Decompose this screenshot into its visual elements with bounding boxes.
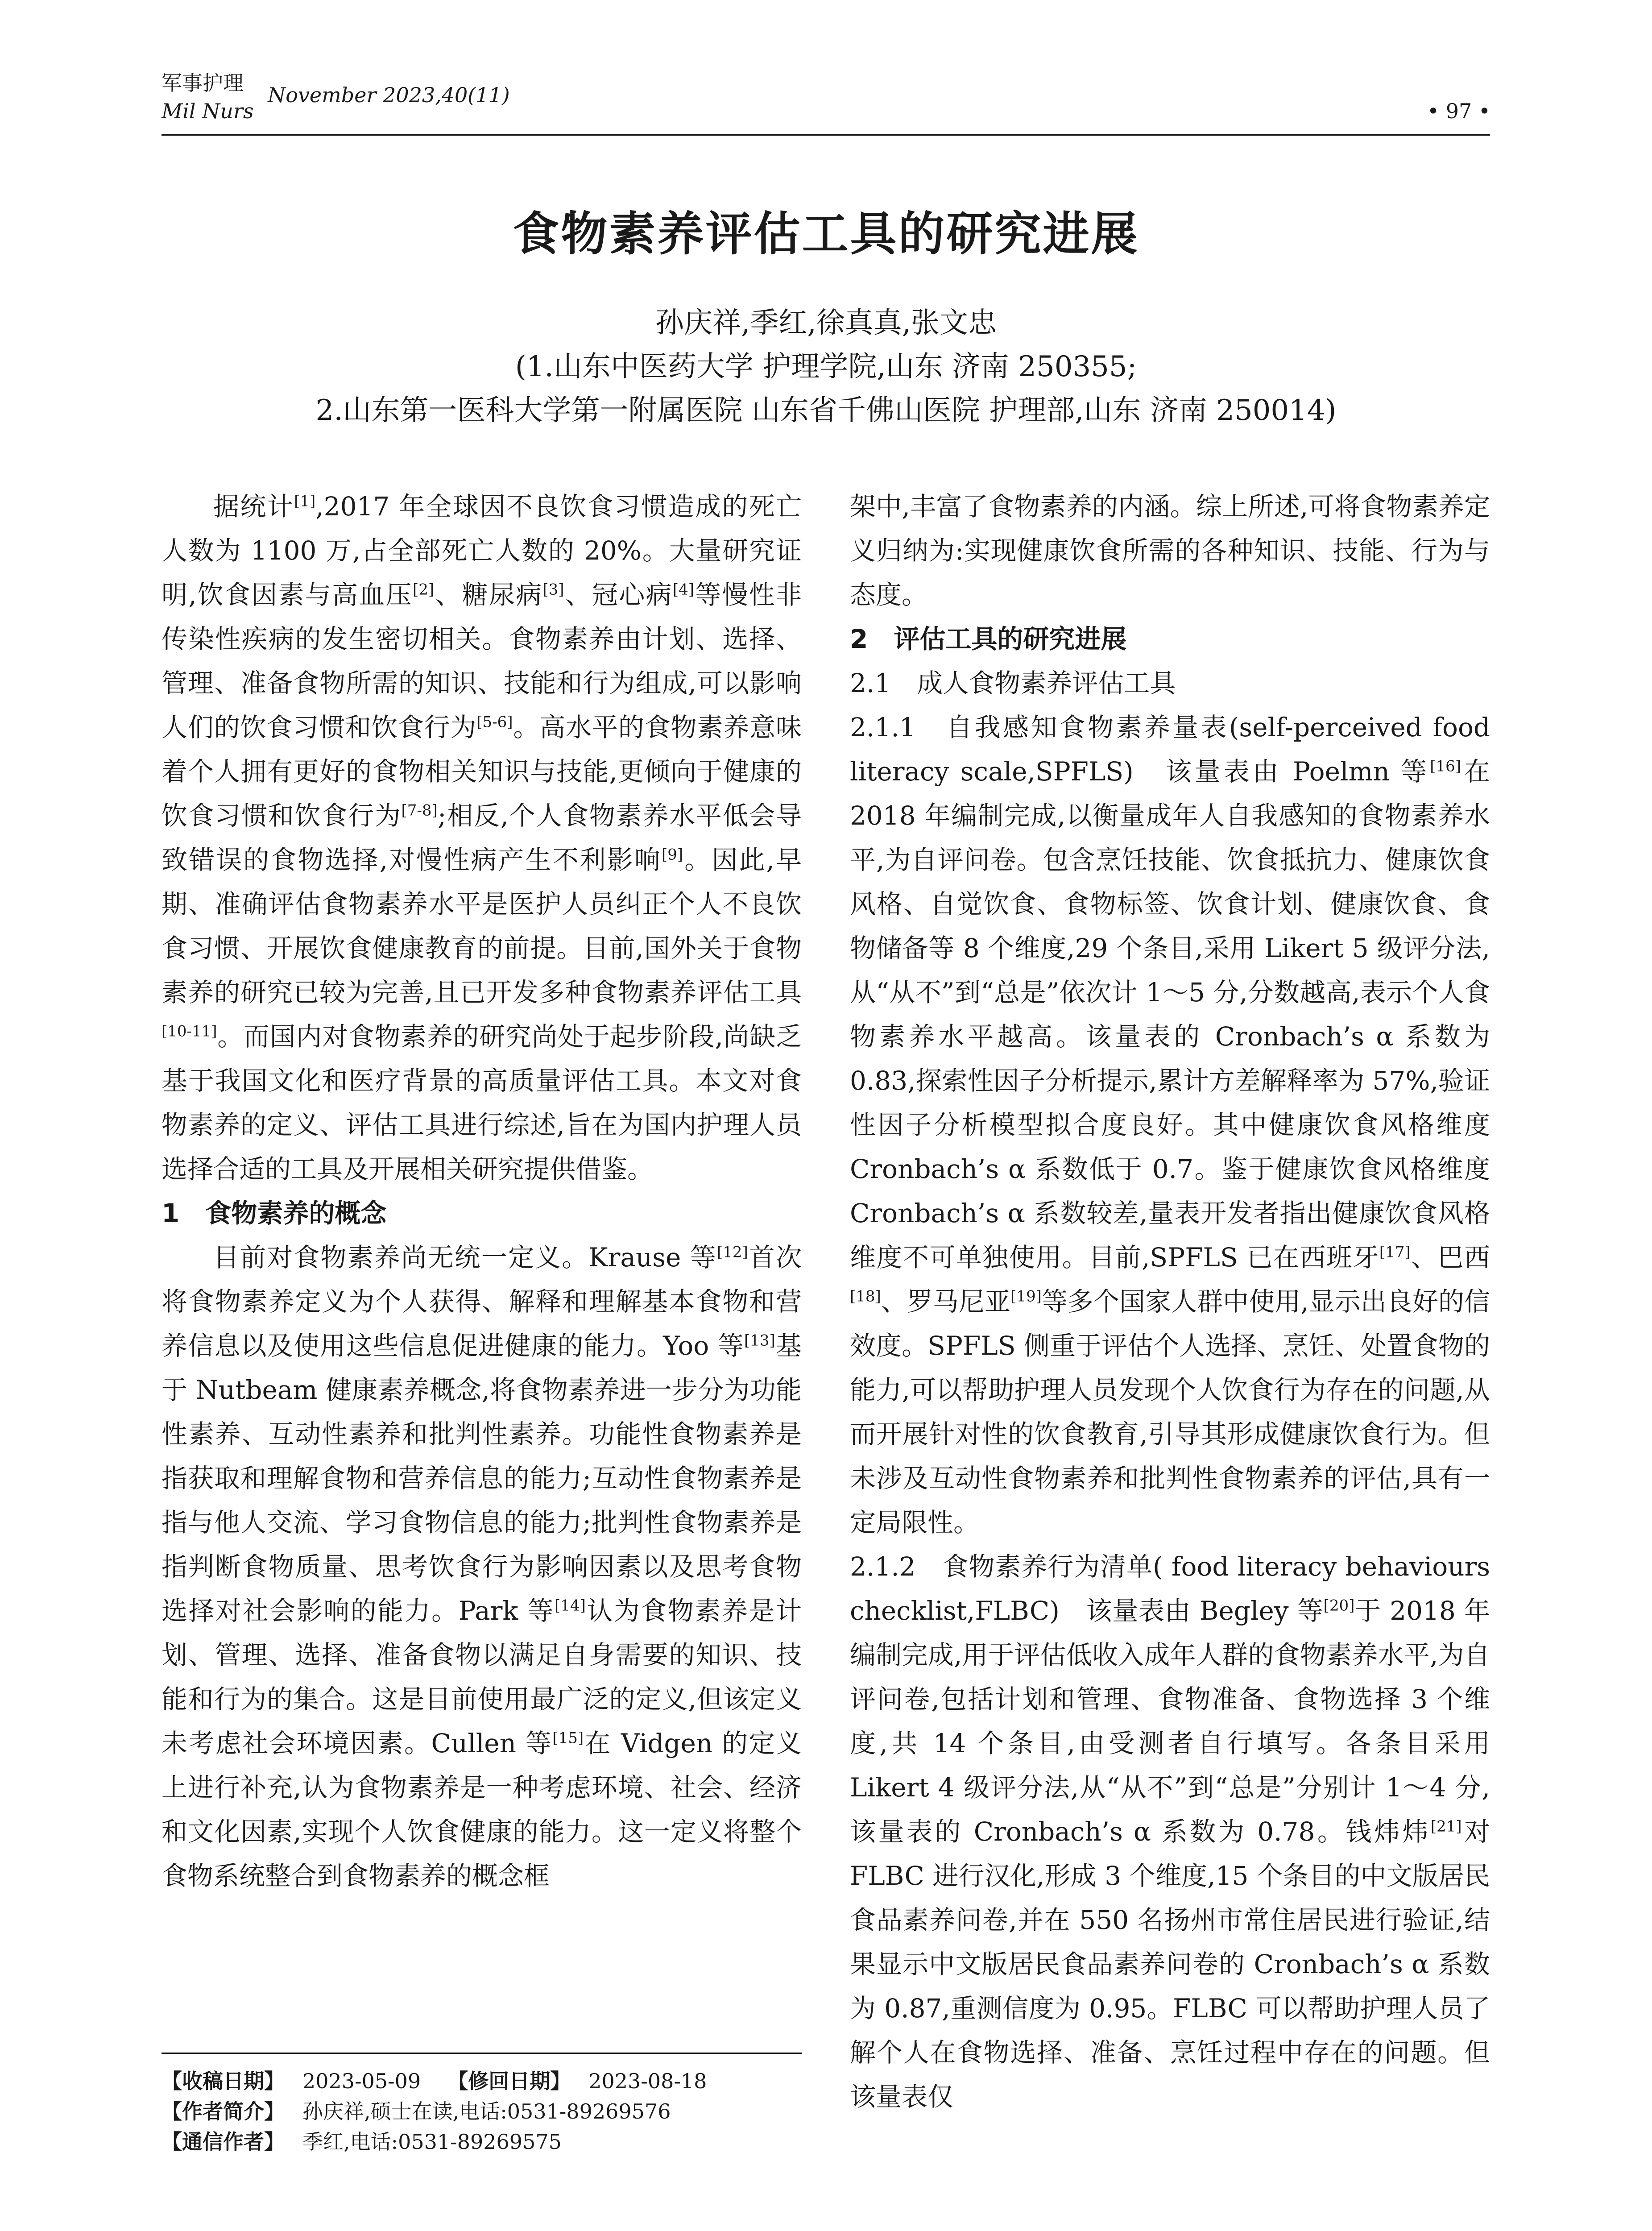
subsection-heading [850,661,1490,705]
citation-ref: [16] [1430,757,1462,775]
text-run: 基于 Nutbeam 健康素养概念,将食物素养进一步分为功能性素养、互动性素养和批判性素养。功能性食物素养是指获取和理解食物和营养信息的能力;互动性食物素养是指与他人交流、学习食物信息的能力;批判性食物素养是指判断食物质量、思考饮食行为影响因素以及思考食物选择对社会影响的能力。Park 等 [161,1331,802,1626]
citation-ref: [10-11] [161,1022,217,1041]
text-run: 2.1.1 自我感知食物素养量表(self-perceived food literacy scale,SPFLS) 该量表由 Poelmn 等 [850,712,1490,787]
author-bio-label: 【作者简介】 [161,2099,285,2123]
paragraph [850,705,1490,1545]
corresponding-label: 【通信作者】 [161,2130,285,2154]
text-run: 2.1 成人食物素养评估工具 [850,668,1176,698]
paragraph [850,485,1490,617]
text-run: ,2017 年全球因不良饮食习惯造成的死亡人数为 1100 万,占全部死亡人数的 20%。大量研究证明,饮食因素与高血压 [161,491,802,610]
text-run: 认为食物素养是计划、管理、选择、准备食物以满足自身需要的知识、技能和行为的集合。这是目前使用最广泛的定义,但该定义未考虑社会环境因素。Cullen 等 [161,1596,802,1758]
citation-ref: [14] [555,1597,586,1615]
citation-ref: [19] [1010,1287,1042,1306]
text-run: 在 Vidgen 的定义上进行补充,认为食物素养是一种考虑环境、社会、经济和文化因素,实现个人饮食健康的能力。这一定义将整个食物系统整合到食物素养的概念框 [161,1728,802,1891]
text-run: 目前对食物素养尚无统一定义。Krause 等 [213,1242,717,1273]
page-number: • 97 • [1427,99,1491,123]
author-list: 孙庆祥,季红,徐真真,张文忠 [655,307,997,340]
footnote-block [161,2066,802,2157]
paragraph [161,485,802,1191]
right-column [850,485,1490,2119]
article-title: 食物素养评估工具的研究进展 [513,207,1139,261]
text-run: 、冠心病 [564,580,673,610]
text-run: 。因此,早期、准确评估食物素养水平是医护人员纠正个人不良饮食习惯、开展饮食健康教育的前提。目前,国外关于食物素养的研究已较为完善,且已开发多种食物素养评估工具 [161,845,802,1008]
text-run: 于 2018 年编制完成,用于评估低收入成年人群的食物素养水平,为自评问卷,包括计划和管理、食物准备、食物选择 3 个维度,共 14 个条目,由受测者自行填写。各条目采用 Likert 4 级评分法,从“从不”到“总是”分别计 1～4 分,该量表的 Cronbach’s α 系数为 0.78。钱炜炜 [850,1596,1490,1847]
citation-ref: [9] [661,846,683,864]
footnote-rule [161,2053,802,2054]
citation-ref: [7-8] [401,801,438,820]
revised-label: 【修回日期】 [447,2069,571,2093]
citation-ref: [17] [1379,1243,1411,1261]
text-run: 首次将食物素养定义为个人获得、解释和理解基本食物和营养信息以及使用这些信息促进健康的能力。Yoo 等 [161,1242,802,1361]
text-run: 2 评估工具的研究进展 [850,624,1127,654]
affiliation-2: 2.山东第一医科大学第一附属医院 山东省千佛山医院 护理部,山东 济南 250014) [315,394,1337,427]
text-run: ;相反,个人食物素养水平低会导致错误的食物选择,对慢性病产生不利影响 [161,800,802,875]
text-run: 等多个国家人群中使用,显示出良好的信效度。SPFLS 侧重于评估个人选择、烹饪、处置食物的能力,可以帮助护理人员发现个人饮食行为存在的问题,从而开展针对性的饮食教育,引导其形成健康饮食行为。但未涉及互动性食物素养和批判性食物素养的评估,具有一定局限性。 [850,1286,1490,1538]
paragraph [850,1545,1490,2119]
footnote-corresponding [161,2127,802,2157]
left-column [161,485,802,1898]
citation-ref: [2] [412,581,435,599]
footnote-dates [161,2066,802,2096]
paragraph [161,1236,802,1898]
citation-ref: [20] [1323,1597,1355,1615]
citation-ref: [18] [850,1287,881,1306]
citation-ref: [1] [294,492,316,510]
section-heading [161,1191,802,1236]
text-run: 、糖尿病 [434,580,543,610]
author-bio: 孙庆祥,硕士在读,电话:0531-89269576 [302,2099,671,2123]
corresponding-author: 季红,电话:0531-89269575 [302,2130,562,2154]
revised-date: 2023-08-18 [588,2069,707,2093]
text-run: 1 食物素养的概念 [161,1198,387,1228]
issue-info: November 2023,40(11) [268,83,510,107]
citation-ref: [15] [552,1729,584,1747]
text-run: 、巴西 [1410,1242,1490,1273]
received-label: 【收稿日期】 [161,2069,285,2093]
text-run: 2.1.2 食物素养行为清单( food literacy behaviours checklist,FLBC) 该量表由 Begley 等 [850,1551,1490,1626]
text-run: 架中,丰富了食物素养的内涵。综上所述,可将食物素养定义归纳为:实现健康饮食所需的各种知识、技能、行为与态度。 [850,491,1490,610]
citation-ref: [5-6] [476,713,513,731]
footnote-author [161,2096,802,2127]
citation-ref: [21] [1430,1817,1462,1836]
affiliation-1: (1.山东中医药大学 护理学院,山东 济南 250355; [515,350,1137,383]
text-run: 、罗马尼亚 [881,1286,1011,1317]
journal-name-cn: 军事护理 [161,71,244,95]
header-rule [161,134,1490,136]
text-run: 等慢性非传染性疾病的发生密切相关。食物素养由计划、选择、管理、准备食物所需的知识、技能和行为组成,可以影响人们的饮食习惯和饮食行为 [161,580,802,742]
text-run: 据统计 [213,491,294,522]
citation-ref: [12] [717,1243,748,1261]
text-run: 对 FLBC 进行汉化,形成 3 个维度,15 个条目的中文版居民食品素养问卷,并在 550 名扬州市常住居民进行验证,结果显示中文版居民食品素养问卷的 Cronbach’s α 系数为 0.87,重测信度为 0.95。FLBC 可以帮助护理人员了解个人在食物选择、准备、烹饪过程中存在的问题。但该量表仅 [850,1816,1490,2112]
citation-ref: [3] [542,581,564,599]
text-run: 。高水平的食物素养意味着个人拥有更好的食物相关知识与技能,更倾向于健康的饮食习惯和饮食行为 [161,712,802,831]
citation-ref: [4] [672,581,694,599]
section-heading [850,617,1490,661]
text-run: 在 2018 年编制完成,以衡量成年人自我感知的食物素养水平,为自评问卷。包含烹饪技能、饮食抵抗力、健康饮食风格、自觉饮食、食物标签、饮食计划、健康饮食、食物储备等 8 个维度,29 个条目,采用 Likert 5 级评分法,从“从不”到“总是”依次计 1～5 分,分数越高,表示个人食物素养水平越高。该量表的 Cronbach’s α 系数为 0.83,探索性因子分析提示,累计方差解释率为 57%,验证性因子分析模型拟合度良好。其中健康饮食风格维度 Cronbach’s α 系数低于 0.7。鉴于健康饮食风格维度 Cronbach’s α 系数较差,量表开发者指出健康饮食风格维度不可单独使用。目前,SPFLS 已在西班牙 [850,756,1490,1273]
citation-ref: [13] [744,1331,775,1350]
text-run: 。而国内对食物素养的研究尚处于起步阶段,尚缺乏基于我国文化和医疗背景的高质量评估工具。本文对食物素养的定义、评估工具进行综述,旨在为国内护理人员选择合适的工具及开展相关研究提供借鉴。 [161,1021,802,1184]
journal-name-en: Mil Nurs [161,99,254,123]
received-date: 2023-05-09 [302,2069,421,2093]
